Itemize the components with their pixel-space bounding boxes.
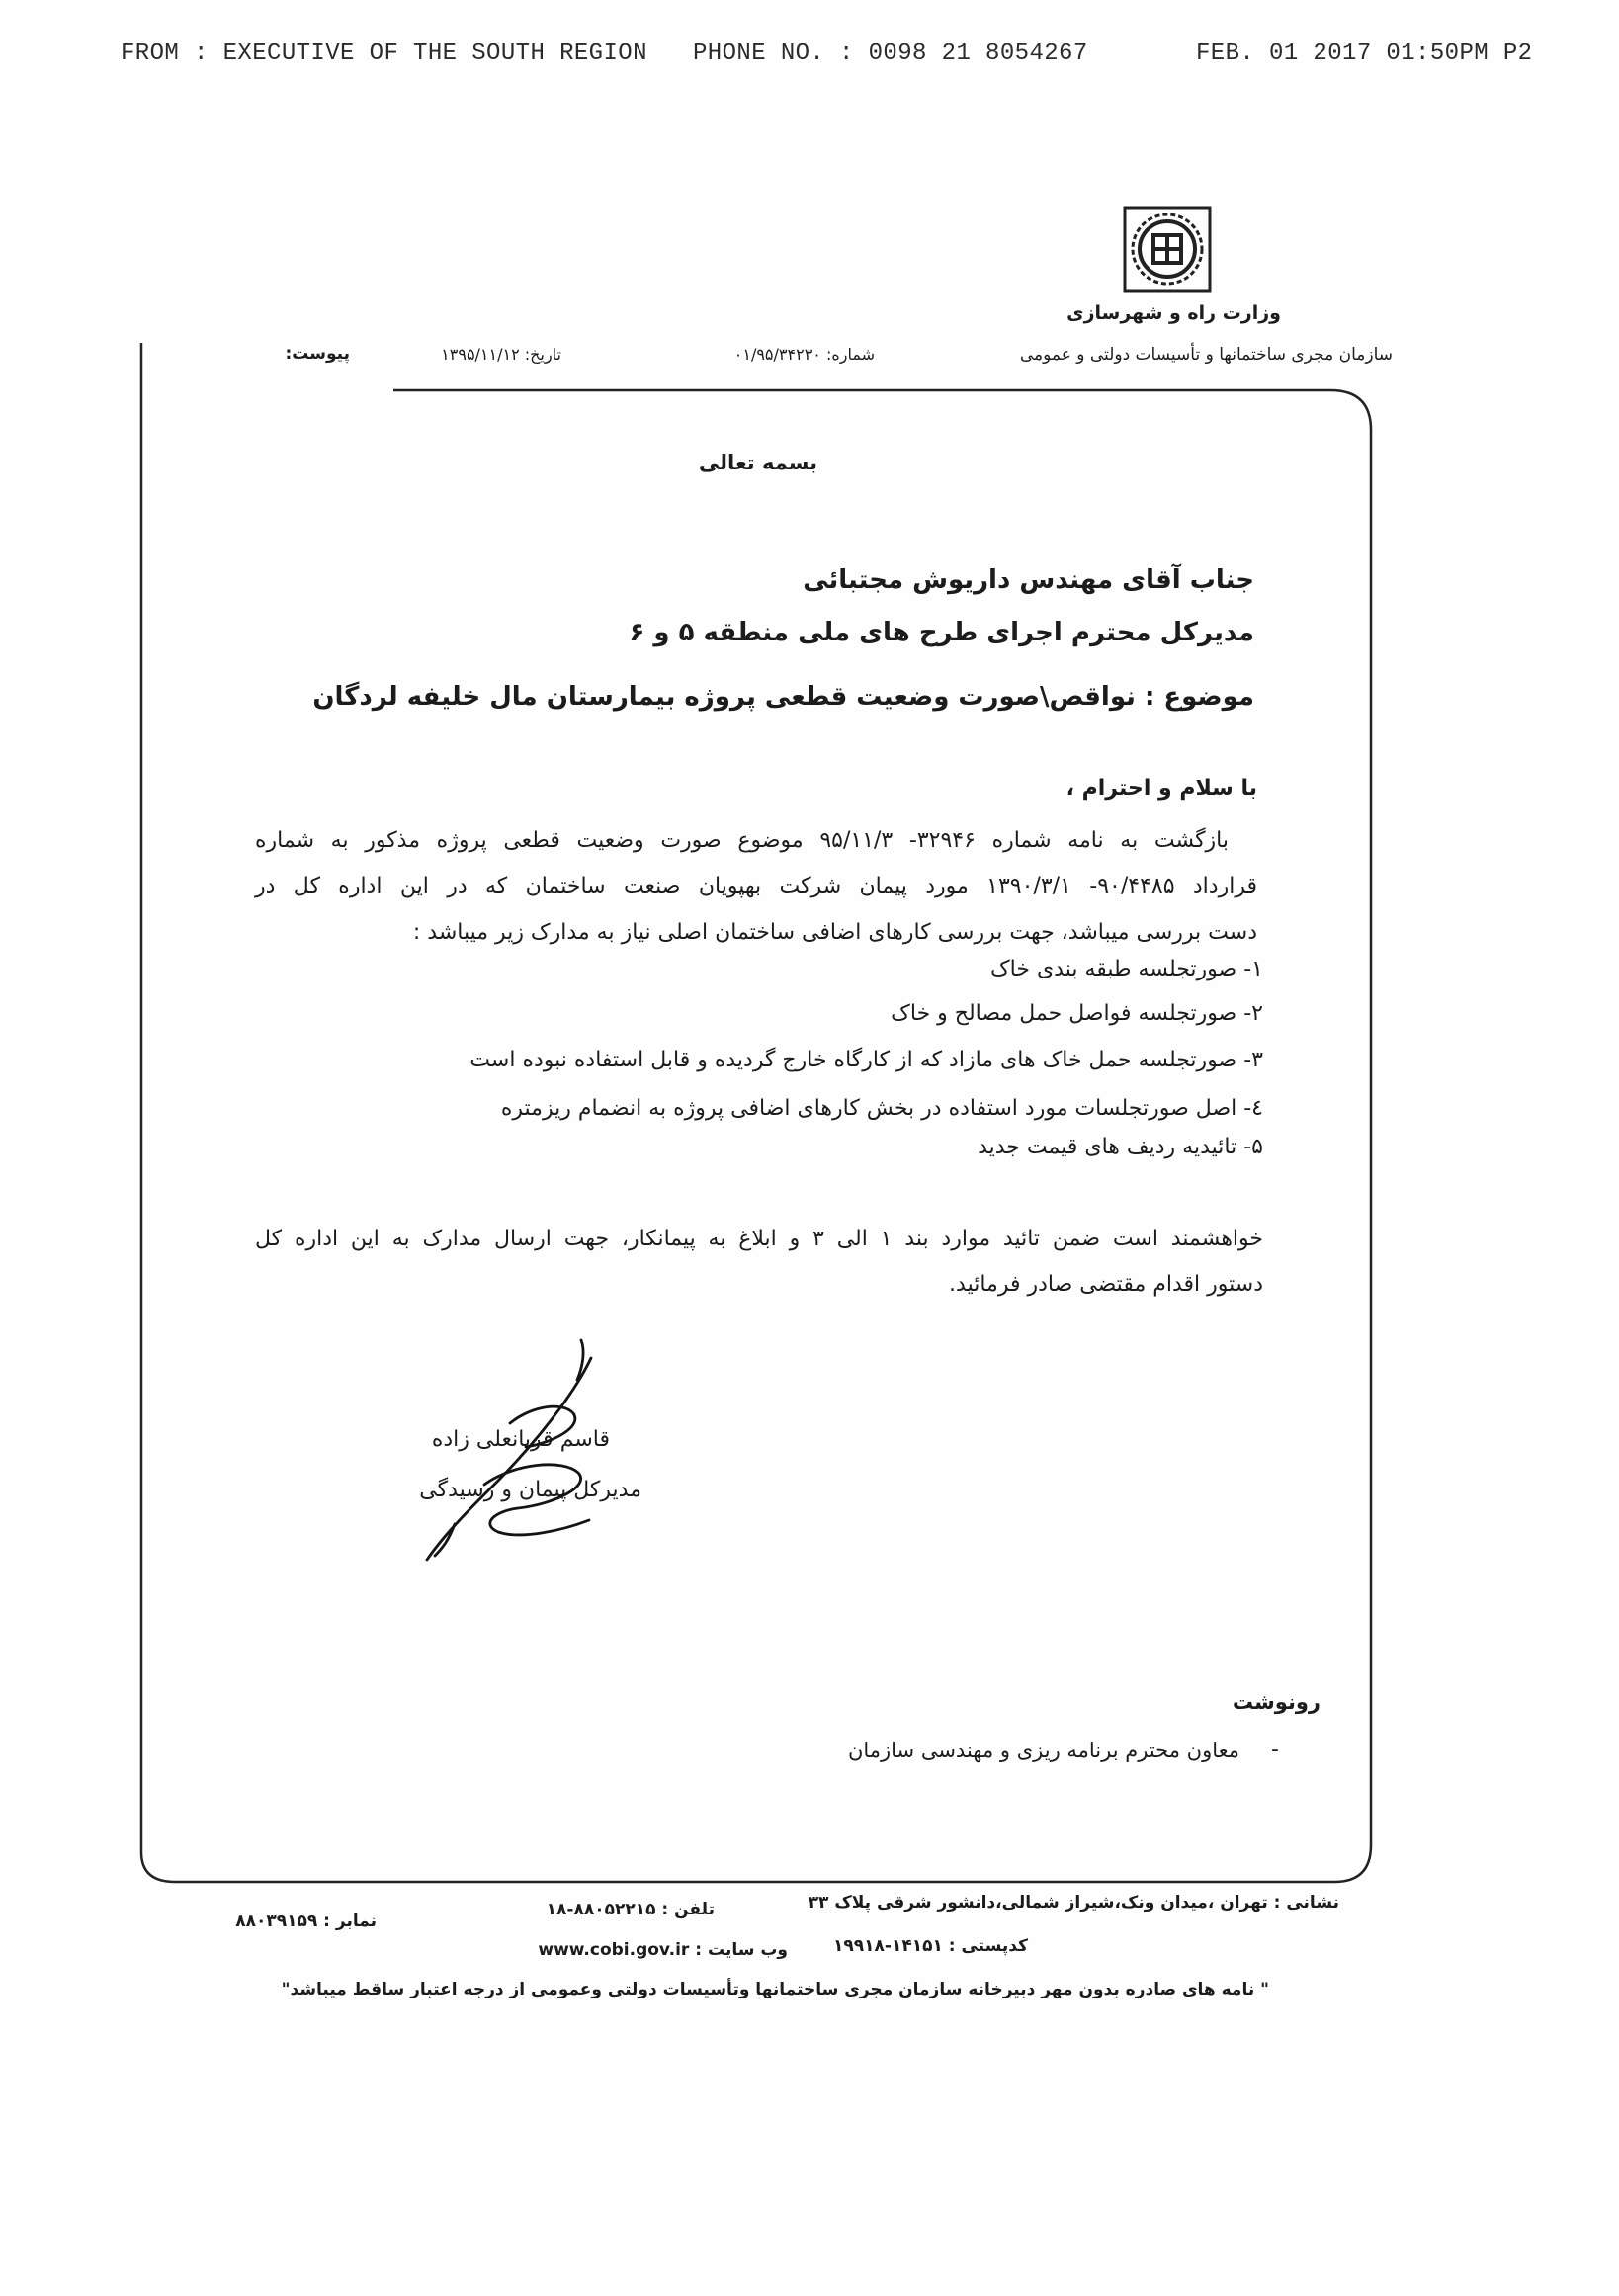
fax-sender: FROM : EXECUTIVE OF THE SOUTH REGION	[121, 41, 647, 67]
closing-line: دستور اقدام مقتضی صادر فرمائید.	[949, 1272, 1263, 1297]
cc-recipient: معاون محترم برنامه ریزی و مهندسی سازمان	[847, 1739, 1239, 1762]
handwritten-signature	[415, 1336, 613, 1564]
footer-phone: تلفن : ۸۸۰۵۲۲۱۵-۱۸	[546, 1900, 715, 1919]
footer-fax: نمابر : ۸۸۰۳۹۱۵۹	[235, 1912, 377, 1931]
letter-subject: موضوع : نواقص\صورت وضعیت قطعی پروژه بیمارستان مال خلیفه لردگان	[312, 682, 1254, 712]
ministry-logo	[1123, 206, 1212, 293]
attachment-label: پیوست:	[285, 344, 350, 364]
footer-address: نشانی : تهران ،میدان ونک،شیراز شمالی،دانشور شرقی پلاک ۳۳	[808, 1893, 1339, 1913]
signatory-name: قاسم قربانعلی زاده	[431, 1427, 610, 1452]
body-line: قرارداد ۹۰/۴۴۸۵- ۱۳۹۰/۳/۱ مورد پیمان شرکت بهپویان صنعت ساختمان که در این اداره کل در	[255, 874, 1257, 898]
footer-disclaimer: " نامه های صادره بدون مهر دبیرخانه سازمان مجری ساختمانها وتأسیسات دولتی وعمومی از درجه اعتبار ساقط میباشد"	[281, 1980, 1269, 1999]
footer-website: وب سایت : www.cobi.gov.ir	[538, 1940, 788, 1960]
addressee-title: مدیرکل محترم اجرای طرح های ملی منطقه ۵ و ۶	[629, 618, 1254, 647]
ministry-name: وزارت راه و شهرسازی	[1066, 302, 1281, 324]
list-item: ۱- صورتجلسه طبقه بندی خاک	[989, 957, 1263, 981]
letter-date: تاریخ: ۱۳۹۵/۱۱/۱۲	[441, 345, 561, 364]
body-line: دست بررسی میباشد، جهت بررسی کارهای اضافی ساختمان اصلی نیاز به مدارک زیر میباشد :	[412, 920, 1257, 945]
cc-bullet: -	[1271, 1738, 1279, 1762]
greeting: با سلام و احترام ،	[1065, 776, 1257, 801]
cc-heading: رونوشت	[1232, 1690, 1321, 1714]
letter-number: شماره: ۰۱/۹۵/۳۴۲۳۰	[733, 345, 875, 364]
list-item: ۵- تائیدیه ردیف های قیمت جدید	[978, 1135, 1263, 1159]
footer-postal-code: کدپستی : ۱۴۱۵۱-۱۹۹۱۸	[832, 1936, 1028, 1956]
organization-name: سازمان مجری ساختمانها و تأسیسات دولتی و عمومی	[1019, 345, 1393, 365]
signatory-title: مدیرکل پیمان و رسیدگی	[419, 1478, 641, 1502]
fax-phone: PHONE NO. : 0098 21 8054267	[693, 41, 1088, 67]
closing-line: خواهشمند است ضمن تائید موارد بند ۱ الی ۳ و ابلاغ به پیمانکار، جهت ارسال مدارک به این اداره کل	[255, 1227, 1264, 1251]
list-item: ۳- صورتجلسه حمل خاک های مازاد که از کارگاه خارج گردیده و قابل استفاده نبوده است	[469, 1048, 1263, 1072]
list-item: ٤- اصل صورتجلسات مورد استفاده در بخش کارهای اضافی پروژه به انضمام ریزمتره	[500, 1096, 1263, 1121]
addressee: جناب آقای مهندس داریوش مجتبائی	[803, 565, 1254, 595]
list-item: ۲- صورتجلسه فواصل حمل مصالح و خاک	[891, 1001, 1263, 1026]
invocation: بسمه تعالی	[698, 451, 818, 474]
body-line: بازگشت به نامه شماره ۳۲۹۴۶- ۹۵/۱۱/۳ موضوع صورت وضعیت قطعی پروژه مذکور به شماره	[255, 828, 1229, 853]
fax-timestamp: FEB. 01 2017 01:50PM P2	[1196, 41, 1533, 67]
